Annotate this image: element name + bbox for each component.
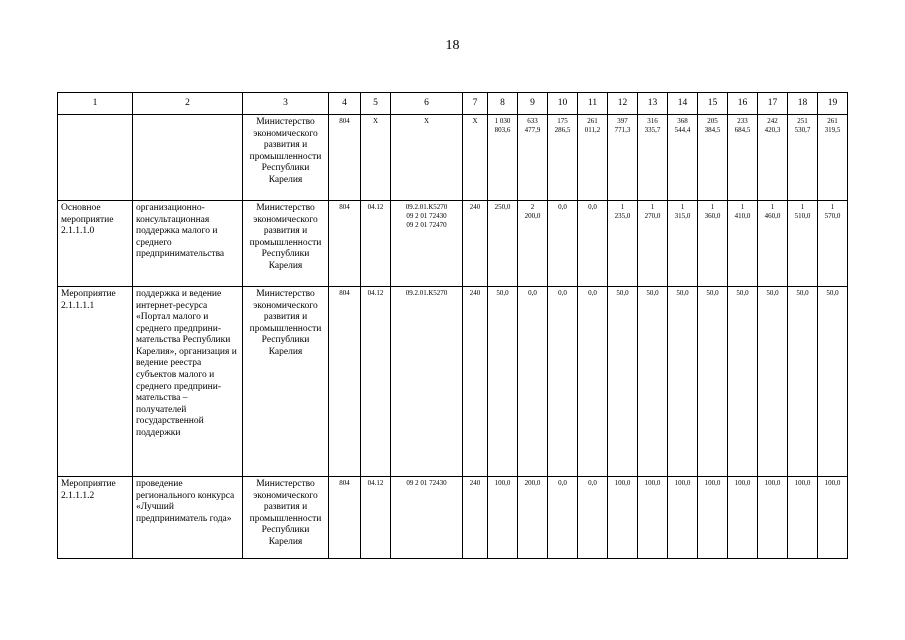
year-value-cell [698,287,728,477]
activity-code-cell: Основное мероприятие 2.1.1.1.0 [58,201,133,287]
year-value-cell-line: 368 [677,117,688,125]
year-value-cell-line: 50,0 [676,289,689,297]
year-value-cell-line: 1 [740,203,745,211]
grbs-code-cell: 804 [329,115,361,201]
year-value-cell-line: 011,2 [584,125,601,134]
header-cell: 14 [668,93,698,115]
year-value-cell [728,115,758,201]
year-value-cell-line: 1 [620,203,625,211]
year-value-cell-line: 0,0 [528,289,537,297]
year-value-cell-line: 360,0 [704,211,721,220]
year-value-cell-line: 100,0 [674,479,691,487]
table-row [58,287,848,477]
year-value-cell-line: 261 [587,117,598,125]
year-value-cell [818,115,848,201]
year-value-cell-line: 205 [707,117,718,125]
year-value-cell-line: 250,0 [494,203,511,211]
year-value-cell [638,287,668,477]
section-code-cell: 04.12 [361,201,391,287]
year-value-cell-line: 544,4 [674,125,691,134]
expense-type-cell: Х [463,115,488,201]
table-row [58,115,848,201]
executor-cell: Министерство экономического развития и промышленности Республики Карелия [243,201,329,287]
executor-cell: Министерство экономического развития и промышленности Республики Карелия [243,287,329,477]
header-cell: 7 [463,93,488,115]
year-value-cell [608,477,638,559]
year-value-cell-line: 0,0 [558,479,567,487]
year-value-cell [728,201,758,287]
expense-type-cell: 240 [463,287,488,477]
year-value-cell [668,477,698,559]
year-value-cell-line: 235,0 [614,211,631,220]
year-value-cell-line: 319,5 [824,125,841,134]
header-cell: 8 [488,93,518,115]
header-cell: 4 [329,93,361,115]
year-value-cell [728,477,758,559]
year-value-cell [788,287,818,477]
section-code-cell: 04.12 [361,287,391,477]
year-value-cell [788,115,818,201]
target-article-cell-line: 09.2.01.К5270 [405,289,448,297]
year-value-cell-line: 100,0 [644,479,661,487]
year-value-cell-line: 397 [617,117,628,125]
target-article-cell [391,287,463,477]
target-article-cell [391,115,463,201]
year-value-cell-line: 233 [737,117,748,125]
year-value-cell [488,287,518,477]
year-value-cell-line: 0,0 [558,203,567,211]
year-value-cell-line: 0,0 [588,289,597,297]
expense-type-cell: 240 [463,477,488,559]
table-row [58,477,848,559]
year-value-cell-line: 175 [557,117,568,125]
year-value-cell-line: 50,0 [646,289,659,297]
year-value-cell-line: 251 [797,117,808,125]
activity-name-cell [133,115,243,201]
activity-name-cell: проведение регионального конкурса «Лучший предприниматель года» [133,477,243,559]
year-value-cell-line: 633 [527,117,538,125]
activity-code-cell [58,115,133,201]
year-value-cell [758,477,788,559]
year-value-cell-line: 420,3 [764,125,781,134]
year-value-cell [758,287,788,477]
section-code-cell: 04.12 [361,477,391,559]
year-value-cell-line: 771,3 [614,125,631,134]
year-value-cell-line: 315,0 [674,211,691,220]
executor-cell: Министерство экономического развития и промышленности Республики Карелия [243,477,329,559]
year-value-cell [668,115,698,201]
year-value-cell-line: 1 [650,203,655,211]
year-value-cell [488,201,518,287]
grbs-code-cell: 804 [329,477,361,559]
year-value-cell [488,477,518,559]
year-value-cell-line: 261 [827,117,838,125]
year-value-cell [788,477,818,559]
year-value-cell-line: 0,0 [558,289,567,297]
target-article-cell-line: 09 2 01 72430 [406,479,447,487]
year-value-cell-line: 50,0 [796,289,809,297]
header-cell: 10 [548,93,578,115]
year-value-cell [638,201,668,287]
year-value-cell [788,201,818,287]
year-value-cell [758,201,788,287]
year-value-cell [608,201,638,287]
activity-code-cell: Мероприятие 2.1.1.1.1 [58,287,133,477]
year-value-cell-line: 460,0 [764,211,781,220]
year-value-cell-line: 50,0 [736,289,749,297]
header-cell: 6 [391,93,463,115]
year-value-cell-line: 0,0 [588,479,597,487]
year-value-cell [548,287,578,477]
header-cell: 2 [133,93,243,115]
header-cell: 18 [788,93,818,115]
header-cell: 11 [578,93,608,115]
year-value-cell [758,115,788,201]
year-value-cell [488,115,518,201]
activity-name-cell: организационно-консультационная поддержка малого и среднего предпринимательства [133,201,243,287]
year-value-cell [638,115,668,201]
year-value-cell [548,115,578,201]
year-value-cell-line: 50,0 [826,289,839,297]
activity-code-cell: Мероприятие 2.1.1.1.2 [58,477,133,559]
header-cell: 9 [518,93,548,115]
year-value-cell [518,115,548,201]
year-value-cell-line: 1 030 [494,117,511,125]
year-value-cell [728,287,758,477]
year-value-cell-line: 510,0 [794,211,811,220]
year-value-cell-line: 50,0 [616,289,629,297]
year-value-cell-line: 684,5 [734,125,751,134]
header-cell: 3 [243,93,329,115]
year-value-cell-line: 803,6 [494,125,511,134]
year-value-cell-line: 100,0 [494,479,511,487]
grbs-code-cell: 804 [329,287,361,477]
year-value-cell [548,201,578,287]
year-value-cell [698,201,728,287]
header-cell: 15 [698,93,728,115]
year-value-cell [578,287,608,477]
year-value-cell-line: 2 [530,203,535,211]
year-value-cell-line: 384,5 [704,125,721,134]
target-article-cell-line: 09 2 01 72430 [406,211,447,220]
target-article-cell-line: 09 2 01 72470 [406,220,447,229]
year-value-cell [518,287,548,477]
year-value-cell [608,287,638,477]
header-cell: 16 [728,93,758,115]
header-cell: 1 [58,93,133,115]
header-cell: 5 [361,93,391,115]
year-value-cell [518,477,548,559]
year-value-cell-line: 100,0 [794,479,811,487]
header-cell: 12 [608,93,638,115]
year-value-cell-line: 100,0 [704,479,721,487]
year-value-cell-line: 316 [647,117,658,125]
year-value-cell-line: 200,0 [524,211,541,220]
year-value-cell-line: 1 [680,203,685,211]
year-value-cell-line: 530,7 [794,125,811,134]
year-value-cell-line: 50,0 [766,289,779,297]
year-value-cell-line: 0,0 [588,203,597,211]
year-value-cell [608,115,638,201]
year-value-cell-line: 1 [770,203,775,211]
year-value-cell [818,287,848,477]
year-value-cell [518,201,548,287]
year-value-cell-line: 286,5 [554,125,571,134]
executor-cell: Министерство экономического развития и промышленности Республики Карелия [243,115,329,201]
target-article-cell-line: 09.2.01.К5270 [405,203,448,211]
year-value-cell [578,115,608,201]
table-row [58,201,848,287]
year-value-cell-line: 100,0 [824,479,841,487]
year-value-cell [698,115,728,201]
page-number: 18 [445,38,460,53]
year-value-cell-line: 410,0 [734,211,751,220]
year-value-cell-line: 242 [767,117,778,125]
year-value-cell [578,477,608,559]
budget-table [57,92,848,559]
activity-name-cell: поддержка и ведение интернет-ресурса «Портал малого и среднего предприни-мательства Республики Карелия», организация и ведение реестра субъектов малого и среднего предприни-мательства – получателей государственной поддержки [133,287,243,477]
grbs-code-cell: 804 [329,201,361,287]
year-value-cell-line: 50,0 [496,289,509,297]
year-value-cell-line: 1 [710,203,715,211]
header-row [58,93,848,115]
year-value-cell [668,287,698,477]
header-cell: 19 [818,93,848,115]
target-article-cell [391,201,463,287]
year-value-cell [818,477,848,559]
year-value-cell-line: 270,0 [644,211,661,220]
year-value-cell-line: 335,7 [644,125,661,134]
year-value-cell-line: 50,0 [706,289,719,297]
year-value-cell [668,201,698,287]
year-value-cell-line: 1 [800,203,805,211]
year-value-cell-line: 200,0 [524,479,541,487]
year-value-cell-line: 570,0 [824,211,841,220]
year-value-cell-line: 1 [830,203,835,211]
header-cell: 13 [638,93,668,115]
year-value-cell [818,201,848,287]
year-value-cell [638,477,668,559]
header-cell: 17 [758,93,788,115]
year-value-cell [578,201,608,287]
year-value-cell [548,477,578,559]
year-value-cell-line: 100,0 [614,479,631,487]
year-value-cell-line: 100,0 [734,479,751,487]
target-article-cell-line: Х [423,117,430,125]
target-article-cell [391,477,463,559]
expense-type-cell: 240 [463,201,488,287]
year-value-cell [698,477,728,559]
section-code-cell: Х [361,115,391,201]
year-value-cell-line: 477,9 [524,125,541,134]
year-value-cell-line: 100,0 [764,479,781,487]
